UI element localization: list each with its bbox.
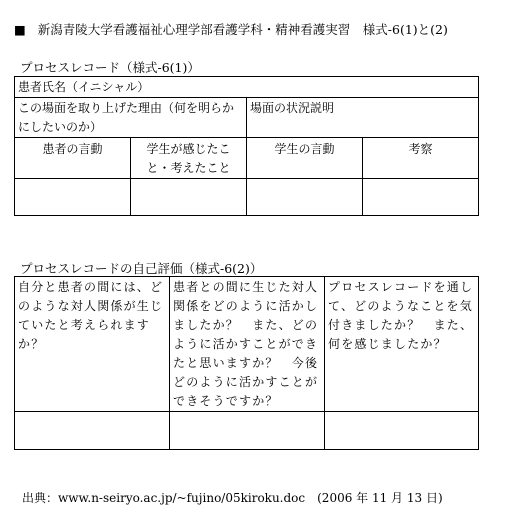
empty-cell bbox=[15, 179, 131, 216]
reason-label: この場面を取り上げた理由（何を明らかにしたいのか） bbox=[15, 98, 247, 138]
empty-cell bbox=[325, 412, 479, 450]
patient-initials-label: 患者氏名（イニシャル） bbox=[15, 77, 479, 98]
self-evaluation-title: プロセスレコードの自己評価（様式-6(2)） bbox=[20, 261, 263, 276]
column-patient-behavior: 患者の言動 bbox=[15, 138, 131, 179]
document-header bbox=[14, 20, 448, 38]
empty-cell bbox=[131, 179, 247, 216]
column-student-behavior: 学生の言動 bbox=[247, 138, 363, 179]
situation-label: 場面の状況説明 bbox=[247, 98, 479, 138]
process-record-table bbox=[14, 76, 479, 216]
evaluation-question-1: 自分と患者の間には、どのような対人関係が生じていたと考えられますか？ bbox=[15, 277, 170, 412]
bullet-icon: ■ bbox=[14, 22, 26, 37]
source-citation: 出典：www.n-seiryo.ac.jp/~fujino/05kiroku.doc (2006 年 11 月 13 日) bbox=[22, 491, 443, 505]
empty-cell bbox=[170, 412, 325, 450]
column-student-feelings: 学生が感じたこと・考えたこと bbox=[131, 138, 247, 179]
column-consideration: 考察 bbox=[363, 138, 479, 179]
self-evaluation-table bbox=[14, 276, 479, 450]
process-record-title: プロセスレコード（様式-6(1)） bbox=[20, 60, 200, 75]
evaluation-question-2: 患者との間に生じた対人関係をどのように活かしましたか？ また、どのように活かすことができたと思いますか？ 今後どのように活かすことができそうですか？ bbox=[170, 277, 325, 412]
evaluation-question-3: プロセスレコードを通して、どのようなことを気付きましたか？ また、何を感じましたか？ bbox=[325, 277, 479, 412]
empty-cell bbox=[247, 179, 363, 216]
empty-cell bbox=[363, 179, 479, 216]
empty-cell bbox=[15, 412, 170, 450]
document-title: 新潟青陵大学看護福祉心理学部看護学科・精神看護実習 様式-6(1)と(2) bbox=[37, 22, 448, 37]
